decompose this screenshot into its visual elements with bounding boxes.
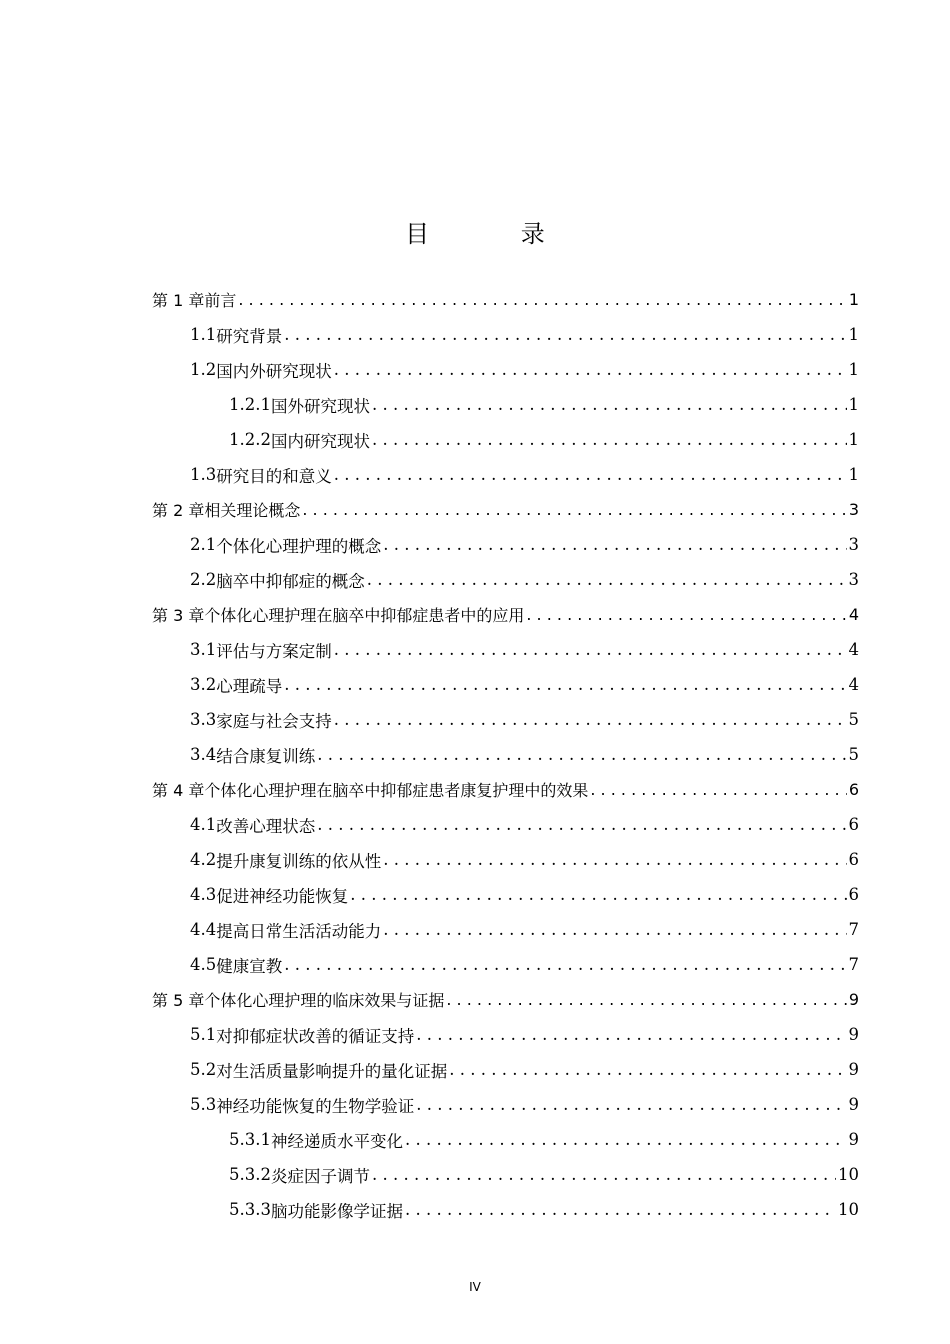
toc-entry[interactable] (152, 492, 859, 527)
toc-entry-number: 3.3 (190, 710, 217, 729)
toc-entry-label: 心理疏导 (216, 676, 283, 696)
toc-entry-page: 3 (848, 570, 859, 589)
toc-entry[interactable] (190, 1052, 859, 1087)
dot-leader (449, 1060, 846, 1079)
toc-entry-page: 6 (848, 815, 859, 834)
toc-entry-page: 3 (848, 500, 859, 519)
toc-entry-page: 1 (848, 360, 859, 379)
toc-entry-page: 10 (838, 1200, 859, 1219)
dot-leader (405, 1130, 847, 1149)
toc-entry-label: 前言 (204, 291, 237, 310)
dot-leader (416, 1095, 846, 1114)
dot-leader (350, 885, 846, 904)
toc-entry[interactable] (190, 562, 859, 597)
toc-entry-page: 5 (848, 745, 859, 764)
toc-entry-number: 第 1 章 (152, 291, 205, 310)
toc-entry-label: 个体化心理护理的概念 (216, 536, 382, 556)
toc-entry-number: 3.4 (190, 745, 217, 764)
dot-leader (383, 535, 846, 554)
toc-entry-page: 1 (848, 430, 859, 449)
toc-entry-label: 相关理论概念 (204, 501, 301, 520)
toc-entry-number: 4.2 (190, 850, 217, 869)
toc-entry[interactable] (229, 1192, 859, 1227)
toc-entry-label: 研究背景 (216, 326, 283, 346)
toc-entry-label: 健康宣教 (216, 956, 283, 976)
toc-entry-page: 4 (848, 605, 859, 624)
toc-entry[interactable] (229, 387, 859, 422)
toc-entry[interactable] (190, 737, 859, 772)
dot-leader (317, 745, 846, 764)
toc-entry-page: 6 (848, 850, 859, 869)
dot-leader (284, 325, 846, 344)
toc-entry-page: 9 (848, 1130, 859, 1149)
toc-entry-number: 5.3.3 (229, 1200, 271, 1219)
toc-entry-label: 神经递质水平变化 (270, 1131, 403, 1151)
toc-entry[interactable] (152, 772, 859, 807)
toc-entry-number: 1.2.1 (229, 395, 271, 414)
toc-entry-page: 1 (848, 290, 859, 309)
toc-entry-label: 评估与方案定制 (216, 641, 332, 661)
toc-entry-page: 10 (838, 1165, 859, 1184)
toc-entry-number: 第 2 章 (152, 501, 205, 520)
toc-entry-number: 3.2 (190, 675, 217, 694)
toc-entry-label: 国内研究现状 (270, 431, 370, 451)
dot-leader (372, 1165, 836, 1184)
page-number: IV (469, 1280, 481, 1294)
toc-entry[interactable] (190, 457, 859, 492)
dot-leader (590, 780, 846, 799)
toc-entry[interactable] (190, 1017, 859, 1052)
toc-entry-page: 9 (848, 1025, 859, 1044)
toc-entry-page: 6 (848, 780, 859, 799)
toc-entry-label: 脑功能影像学证据 (270, 1201, 403, 1221)
toc-entry-number: 3.1 (190, 640, 217, 659)
toc-entry[interactable] (229, 1122, 859, 1157)
toc-entry-page: 9 (848, 990, 859, 1009)
toc-entry-label: 促进神经功能恢复 (216, 886, 349, 906)
toc-entry-label: 对抑郁症状改善的循证支持 (216, 1026, 415, 1046)
dot-leader (334, 710, 847, 729)
dot-leader (317, 815, 846, 834)
toc-entry[interactable] (229, 1157, 859, 1192)
toc-entry-page: 7 (848, 955, 859, 974)
dot-leader (405, 1200, 836, 1219)
toc-entry-label: 炎症因子调节 (270, 1166, 370, 1186)
toc-entry-number: 第 4 章 (152, 781, 205, 800)
dot-leader (367, 570, 847, 589)
toc-entry-label: 提升康复训练的依从性 (216, 851, 382, 871)
toc-entry-label: 改善心理状态 (216, 816, 316, 836)
dot-leader (284, 675, 846, 694)
toc-entry-label: 国外研究现状 (270, 396, 370, 416)
toc-entry[interactable] (152, 597, 859, 632)
toc-entry-label: 对生活质量影响提升的量化证据 (216, 1061, 448, 1081)
toc-entry-label: 神经功能恢复的生物学验证 (216, 1096, 415, 1116)
toc-entry[interactable] (190, 842, 859, 877)
toc-entry-label: 脑卒中抑郁症的概念 (216, 571, 365, 591)
toc-entry-page: 3 (848, 535, 859, 554)
toc-entry-page: 1 (848, 325, 859, 344)
toc-entry-label: 结合康复训练 (216, 746, 316, 766)
toc-entry[interactable] (190, 702, 859, 737)
dot-leader (334, 465, 847, 484)
toc-entry-label: 家庭与社会支持 (216, 711, 332, 731)
toc-entry-label: 研究目的和意义 (216, 466, 332, 486)
toc-entry-number: 1.3 (190, 465, 217, 484)
dot-leader (526, 605, 846, 624)
toc-entry-number: 第 5 章 (152, 991, 205, 1010)
toc-entry-page: 4 (848, 640, 859, 659)
toc-entry-number: 5.3.2 (229, 1165, 271, 1184)
toc-entry-number: 5.3 (190, 1095, 217, 1114)
toc-entry-number: 4.3 (190, 885, 217, 904)
toc-entry-number: 5.3.1 (229, 1130, 271, 1149)
dot-leader (372, 395, 847, 414)
toc-entry[interactable] (190, 1087, 859, 1122)
toc-entry-label: 个体化心理护理的临床效果与证据 (204, 991, 445, 1010)
toc-entry-page: 7 (848, 920, 859, 939)
toc-entry-page: 1 (848, 465, 859, 484)
toc-entry-label: 提高日常生活活动能力 (216, 921, 382, 941)
toc-entry-number: 5.2 (190, 1060, 217, 1079)
toc-entry-page: 9 (848, 1060, 859, 1079)
page-title: 目 录 (405, 220, 587, 248)
toc-entry[interactable] (190, 527, 859, 562)
toc-entry-page: 5 (848, 710, 859, 729)
toc-entry-number: 4.1 (190, 815, 217, 834)
dot-leader (302, 500, 846, 519)
toc-entry[interactable] (229, 422, 859, 457)
toc-entry[interactable] (190, 947, 859, 982)
toc-entry-number: 1.1 (190, 325, 217, 344)
toc-entry-page: 1 (848, 395, 859, 414)
toc-entry[interactable] (152, 982, 859, 1017)
toc-entry-number: 2.2 (190, 570, 217, 589)
toc-entry-number: 第 3 章 (152, 606, 205, 625)
dot-leader (334, 360, 847, 379)
dot-leader (383, 920, 846, 939)
toc-entry[interactable] (190, 632, 859, 667)
toc-entry-number: 4.5 (190, 955, 217, 974)
toc-entry-number: 1.2.2 (229, 430, 271, 449)
toc-entry[interactable] (190, 352, 859, 387)
toc-entry-number: 4.4 (190, 920, 217, 939)
toc-entry-page: 4 (848, 675, 859, 694)
toc-entry-number: 2.1 (190, 535, 217, 554)
toc-entry-number: 5.1 (190, 1025, 217, 1044)
toc-entry[interactable] (190, 912, 859, 947)
toc-entry-page: 6 (848, 885, 859, 904)
toc-entry[interactable] (152, 282, 859, 317)
dot-leader (238, 290, 846, 309)
dot-leader (372, 430, 847, 449)
dot-leader (446, 990, 846, 1009)
toc-entry-label: 国内外研究现状 (216, 361, 332, 381)
toc-entry[interactable] (190, 877, 859, 912)
toc-entry-label: 个体化心理护理在脑卒中抑郁症患者康复护理中的效果 (204, 781, 589, 800)
toc-entry[interactable] (190, 807, 859, 842)
dot-leader (284, 955, 846, 974)
dot-leader (334, 640, 847, 659)
toc-entry-page: 9 (848, 1095, 859, 1114)
toc-entry-label: 个体化心理护理在脑卒中抑郁症患者中的应用 (204, 606, 525, 625)
toc-entry-number: 1.2 (190, 360, 217, 379)
toc-entry[interactable] (190, 667, 859, 702)
dot-leader (383, 850, 846, 869)
dot-leader (416, 1025, 846, 1044)
toc-entry[interactable] (190, 317, 859, 352)
